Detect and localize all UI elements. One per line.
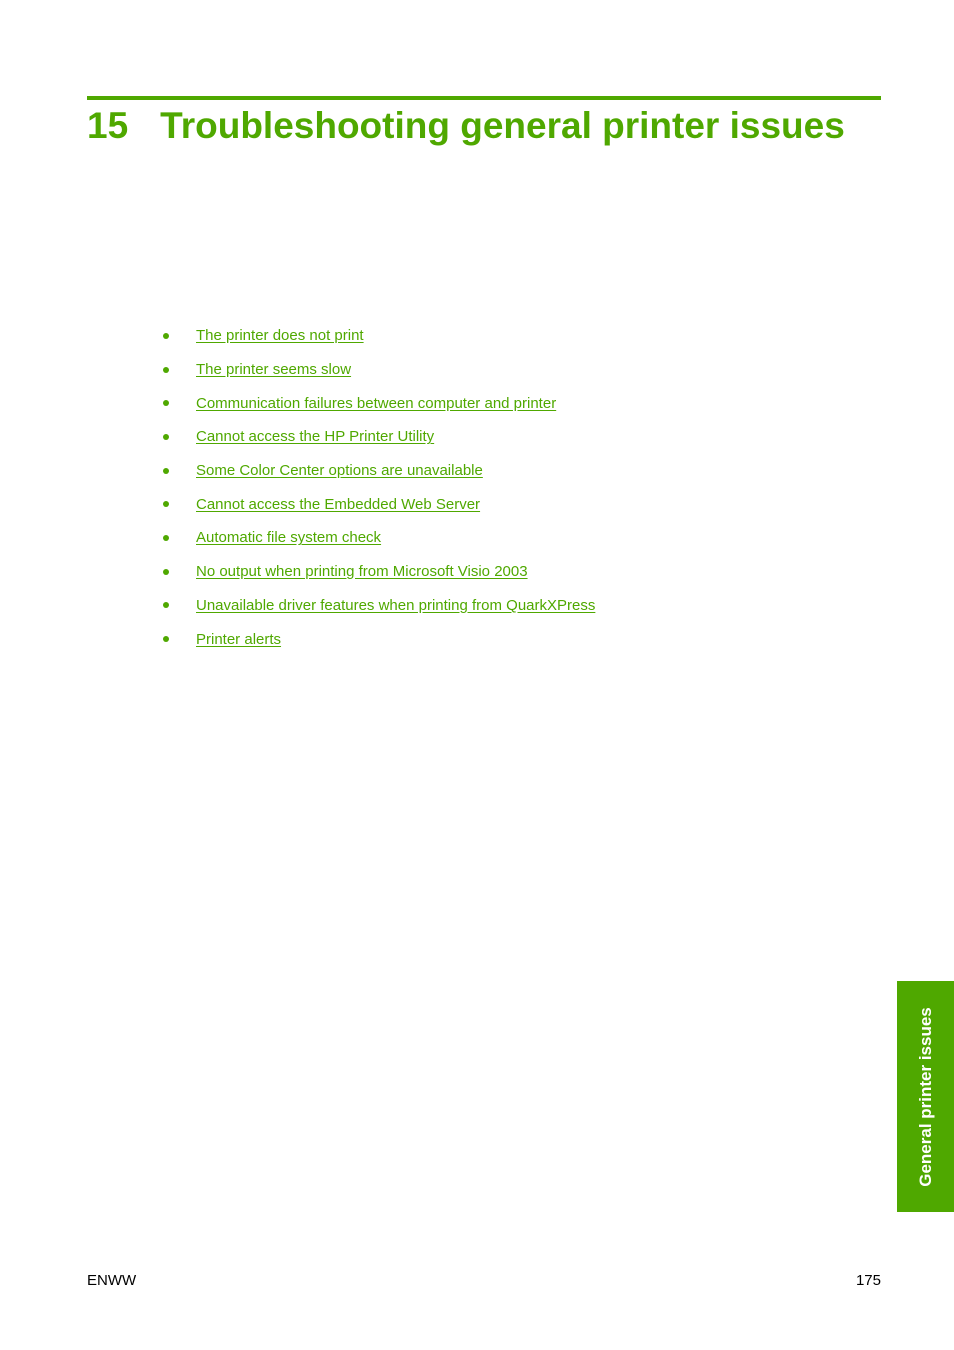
bullet-icon xyxy=(160,333,196,339)
bullet-icon xyxy=(160,636,196,642)
bullet-icon xyxy=(160,569,196,575)
list-item xyxy=(160,386,595,420)
footer-left-label: ENWW xyxy=(87,1272,137,1289)
list-item xyxy=(160,521,595,555)
bullet-icon xyxy=(160,602,196,608)
bullet-icon xyxy=(160,434,196,440)
side-tab xyxy=(897,981,954,1212)
side-tab-label: General printer issues xyxy=(915,1006,935,1187)
chapter-title-text: Troubleshooting general printer issues xyxy=(160,105,845,146)
chapter-number: 15 xyxy=(87,105,129,146)
chapter-title xyxy=(87,100,845,152)
toc-link-printer-does-not-print[interactable]: The printer does not print xyxy=(196,327,364,345)
list-item xyxy=(160,487,595,521)
toc-link-hp-printer-utility[interactable]: Cannot access the HP Printer Utility xyxy=(196,428,435,446)
toc-list xyxy=(160,319,595,656)
toc-link-embedded-web-server[interactable]: Cannot access the Embedded Web Server xyxy=(196,495,481,513)
list-item xyxy=(160,622,595,656)
list-item xyxy=(160,454,595,488)
bullet-icon xyxy=(160,535,196,541)
bullet-icon xyxy=(160,468,196,474)
list-item xyxy=(160,589,595,623)
list-item xyxy=(160,353,595,387)
list-item xyxy=(160,420,595,454)
toc-link-file-system-check[interactable]: Automatic file system check xyxy=(196,529,382,547)
list-item xyxy=(160,319,595,353)
toc-link-quarkxpress[interactable]: Unavailable driver features when printing from QuarkXPress xyxy=(196,596,596,614)
bullet-icon xyxy=(160,501,196,507)
toc-link-printer-alerts[interactable]: Printer alerts xyxy=(196,630,282,648)
toc-link-communication-failures[interactable]: Communication failures between computer and printer xyxy=(196,394,557,412)
bullet-icon xyxy=(160,367,196,373)
toc-link-printer-seems-slow[interactable]: The printer seems slow xyxy=(196,361,352,379)
list-item xyxy=(160,555,595,589)
toc-link-color-center-options[interactable]: Some Color Center options are unavailable xyxy=(196,462,483,480)
bullet-icon xyxy=(160,400,196,406)
page-number: 175 xyxy=(855,1272,881,1289)
toc-link-visio-2003[interactable]: No output when printing from Microsoft Visio 2003 xyxy=(196,563,528,581)
